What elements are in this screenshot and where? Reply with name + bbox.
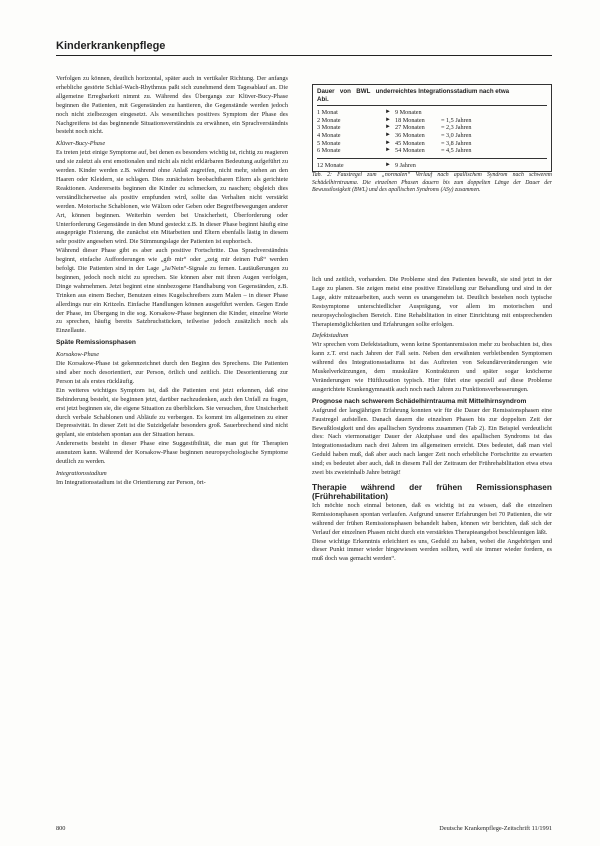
paragraph: Die Korsakow-Phase ist gekennzeichnet durch den Beginn des Sprechens. Die Patienten sind aber noch desorientiert, zur Person, örtlich und zeitlich. Die Desorientierung zur Person ist als erstes rückläufig. [56,360,288,385]
arrow-icon: ► [385,131,391,138]
section-heading: Korsakow-Phase [56,351,100,359]
table-cell-duration: 5 Monate [317,139,341,147]
table-cell-months: 9 Jahren [395,161,416,169]
paragraph: Ich möchte noch einmal betonen, daß es wichtig ist zu wissen, daß die einzelnen Remissionsphasen spontan verlaufen. Aufgrund unserer Erfahrungen bei 70 Patienten, die wir während der frühen Remissionsphasen behandelt haben, können wir berichten, daß sich der Verlauf der einzelnen Phasen nicht durch ein verstärktes Therapieangebot beschleunigen läßt. [312,501,552,536]
table-cell-duration: 6 Monate [317,147,341,155]
table-block [312,84,552,194]
table-cell-months: 36 Monaten [395,131,425,139]
table-cell-months: 54 Monaten [395,147,425,155]
paragraph: Diese wichtige Erkenntnis erleichtert es uns, Geduld zu haben, wobei die Angehörigen und dieser Punkt immer wieder hingewiesen werden sollten, weil sie immer wieder fordern, es muß doch was gemacht werden“. [312,537,552,563]
table-row [317,124,547,132]
table-cell-duration: 1 Monat [317,109,338,117]
table-cell-duration: 12 Monate [317,161,344,169]
table-cell-years: = 2,3 Jahren [441,124,472,132]
page-footer [56,825,552,832]
left-column [56,75,288,488]
remission-table [312,84,552,172]
table-header-duration: Dauer von BWL und Abi. [317,88,387,103]
paragraph: Im Integrationsstadium ist die Orientierung zur Person, ört- [56,478,206,486]
page-number: 800 [56,825,66,832]
table-row [317,132,547,140]
right-column [312,276,552,564]
table-row [317,140,547,148]
arrow-icon: ► [385,161,391,168]
table-cell-years: = 3,0 Jahren [441,131,472,139]
paragraph: Ein weiteres wichtiges Symptom ist, daß die Patienten erst jetzt erkennen, daß eine Behinderung besteht, sie beginnen jetzt, darüber nachzudenken, auch den Unfall zu fragen, erst jetzt beginnen sie, die eigene Situation zu überblicken. Sie versuchen, ihre Unsicherheit durch verbale Schablonen und Abläufe zu verbergen. Es kommt im allgemeinen zu einer Depressivität. In dieser Zeit ist die Suizidgefahr besonders groß. Sauerbrechend sind nicht geplant, sie entstehen spontan aus der Situation heraus. [56,386,288,439]
paragraph: Verfolgen zu können, deutlich horizontal, später auch in vertikaler Richtung. Der anfangs erhebliche gestörte Schlaf-Wach-Rhythmus paßt sich zunehmend dem Tagesablauf an. Die allgemeine Erregbarkeit nimmt zu. Während des Übergangs zur Klüver-Bucy-Phase beginnen die Patienten, mit Gegenständen zu hantieren, die Gegenstände werden jedoch noch nicht zielbezogen eingesetzt. Als wesentliches positives Symptom der Phase des Nachgreifens ist das beginnende Situationsverständnis zu erwähnen, ein Sprachverständnis besteht noch nicht. [56,75,288,136]
table-cell-months: 45 Monaten [395,139,425,147]
paragraph: lich und zeitlich, vorhanden. Die Probleme sind den Patienten bewußt, sie sind jetzt in der Lage zu planen. Sie zeigen meist eine positive Einstellung zur Behandlung und sind in der Lage, aktiv mitzuarbeiten, auch wenn es unangenehm ist. Deutlich bestehen noch typische Restsymptome unterschiedlicher Ausprägung, vor allem im motorischen und neuropsychologischen Bereich. Eine Rehabilitation in einer Einrichtung mit entsprechenden Therapiemöglichkeiten und Erfahrungen sollte erfolgen. [312,276,552,328]
section-heading: Späte Remissionsphasen [56,339,136,347]
table-cell-months: 9 Monaten [395,109,422,117]
arrow-icon: ► [385,116,391,123]
paragraph: Aufgrund der langjährigen Erfahrung konnten wir für die Dauer der Remissionsphasen eine Faustregel aufstellen. Danach dauern die einzelnen Phasen bis zur doppelten Zeit der Bewußtlosigkeit und des apallischen Syndroms zusammen (Tab 2). Ein Beispiel verdeutlicht dies: Nach viermonatiger Dauer der Akutphase und des apallischen Syndroms ist das Integrationsstadium nach drei Jahren im allgemeinen erreicht. Dies bedeutet, daß man viel Geduld haben muß, daß aber auch nach langer Zeit noch erhebliche Fortschritte zu erwarten sind; es bedeutet aber auch, daß in diesem Fall der Zeitraum der Frührehabilitation etwa etwa zwei bis zweieinhalb Jahre beträgt! [312,406,552,477]
page-title: Kinderkrankenpflege [56,40,552,56]
table-cell-duration: 4 Monate [317,131,341,139]
arrow-icon: ► [385,147,391,154]
section-heading: Klüver-Bucy-Phase [56,140,106,148]
arrow-icon: ► [385,139,391,146]
arrow-icon: ► [385,109,391,116]
paragraph: Andererseits besteht in dieser Phase eine Suggestibilität, die man gut für Therapien ausnutzen kann. Während der Korsakow-Phase beginnen neuropsychologische Symptome deutlich zu werden. [56,440,288,466]
table-row-last [317,158,547,170]
arrow-icon: ► [385,124,391,131]
table-header-stage: erreichtes Integrationsstadium nach etwa [387,88,510,95]
section-heading: Integrationsstadium [56,469,107,477]
paragraph: Wir sprechen vom Defektstadium, wenn keine Spontanremission mehr zu beobachten ist, dies kann z.T. erst nach Jahren der Fall sein. Neben den erwähnten verbleibenden Symptomen während des Integrationsstadiums ist das Auftreten von Sekundärveränderungen wie Muskelverkürzungen, dem muskuläre Kontrakturen und später sogar knöcherne Veränderungen wie Hüftluxation typisch. Hier führt eine speziell auf diese Probleme ausgerichtete Krankengymnastik auch noch nach Jahren zu Funktionsverbesserungen. [312,341,552,393]
paragraph: Es treten jetzt einige Symptome auf, bei denen es besonders wichtig ist, richtig zu reagieren und sie zuletzt als erst emotionalen und nicht als nicht erklärbaren Bedeutung aufgeführt zu werden. Kinder werden z.B. während ohne Anlaß zugreifen, nicht mehr, stehen an den Haaren oder Kleidern, sie schlagen. Dies zunächsten beobachtbaren Eltern als gerichtete Reaktionen. Andererseits beginnen die Kinder zu schmecken, zu naschen; obgleich dies verständlicherweise als positiv empfunden wird, sollte das Verhalten nicht verstärkt werden. Motorische Schablonen, wie Wälzen oder Geben oder Begreifbewegungen anderer Art, können beginnen. Weiterhin werden bei Unsicherheit, Überforderung oder Unterforderung Gegenstände in den Mund gesteckt z.B. In dieser Phase beginnt häufig eine ausgeprägte Fixierung, die zunächst ein Mitarbeiten und Eltern ebenfalls lästig in diesem sehr positiv angesehen wird. Die Stimmungslage der Patienten ist euphorisch. [56,149,288,246]
section-heading: Therapie während der frühen Remissionsphasen (Frührehabilitation) [312,481,552,502]
table-body [317,109,547,155]
section-heading: Prognose nach schwerem Schädelhirntrauma mit Mittelhirnsyndrom [312,397,527,405]
table-cell-years: = 4,5 Jahren [441,147,472,155]
table-cell-years: = 3,8 Jahren [441,139,472,147]
table-cell-months: 18 Monaten [395,116,425,124]
table-cell-years: = 1,5 Jahren [441,116,472,124]
table-caption: Tab. 2: Faustregel zum „normalen“ Verlauf nach apallischem Syndrom nach schwerem Schädelhirntrauma. Die einzelnen Phasen dauern bis zum doppelten Länge der Dauer der Bewusstlosigkeit (BWL) und des apallischen Syndroms (ASy) zusammen. [312,172,552,193]
table-cell-duration: 2 Monate [317,116,341,124]
table-header [317,88,547,106]
table-cell-months: 27 Monaten [395,124,425,132]
paragraph: Während dieser Phase gibt es aber auch positive Fortschritte. Das Sprachverständnis beginnt, einfache Aufforderungen wie „gib mir“ oder „zeig mir deinen Fuß“ werden befolgt. Die Patienten sind in der Lage „Ja/Nein“-Signale zu fernen. Lautäußerungen zu beginnen, jedoch noch nicht zu sprechen. Sie können aber mit ihren Augen verfolgen, Dinge wahrnehmen. Jetzt beginnt eine sinnbezogene Handhabung von Gegenständen, z.B. Trinken aus einem Becher, Benutzen eines Kugelschreibers zum Malen – in dieser Phase allerdings nur ein Kritzeln. Einfache Handlungen können ausgeführt werden. Gegen Ende der Phase, im Übergang in die sog. Korsakow-Phase beginnen die Kinder, einzelne Worte zu sprechen, häufig bereits Satzbruchstücken, teilweise jedoch zusätzlich noch als Einzellaute. [56,247,288,335]
journal-name: Deutsche Krankenpflege-Zeitschrift 11/1991 [439,825,552,832]
table-row [317,147,547,155]
section-heading: Defektstadium [312,332,349,340]
table-row [317,117,547,125]
table-row [317,109,547,117]
table-cell-duration: 3 Monate [317,124,341,132]
